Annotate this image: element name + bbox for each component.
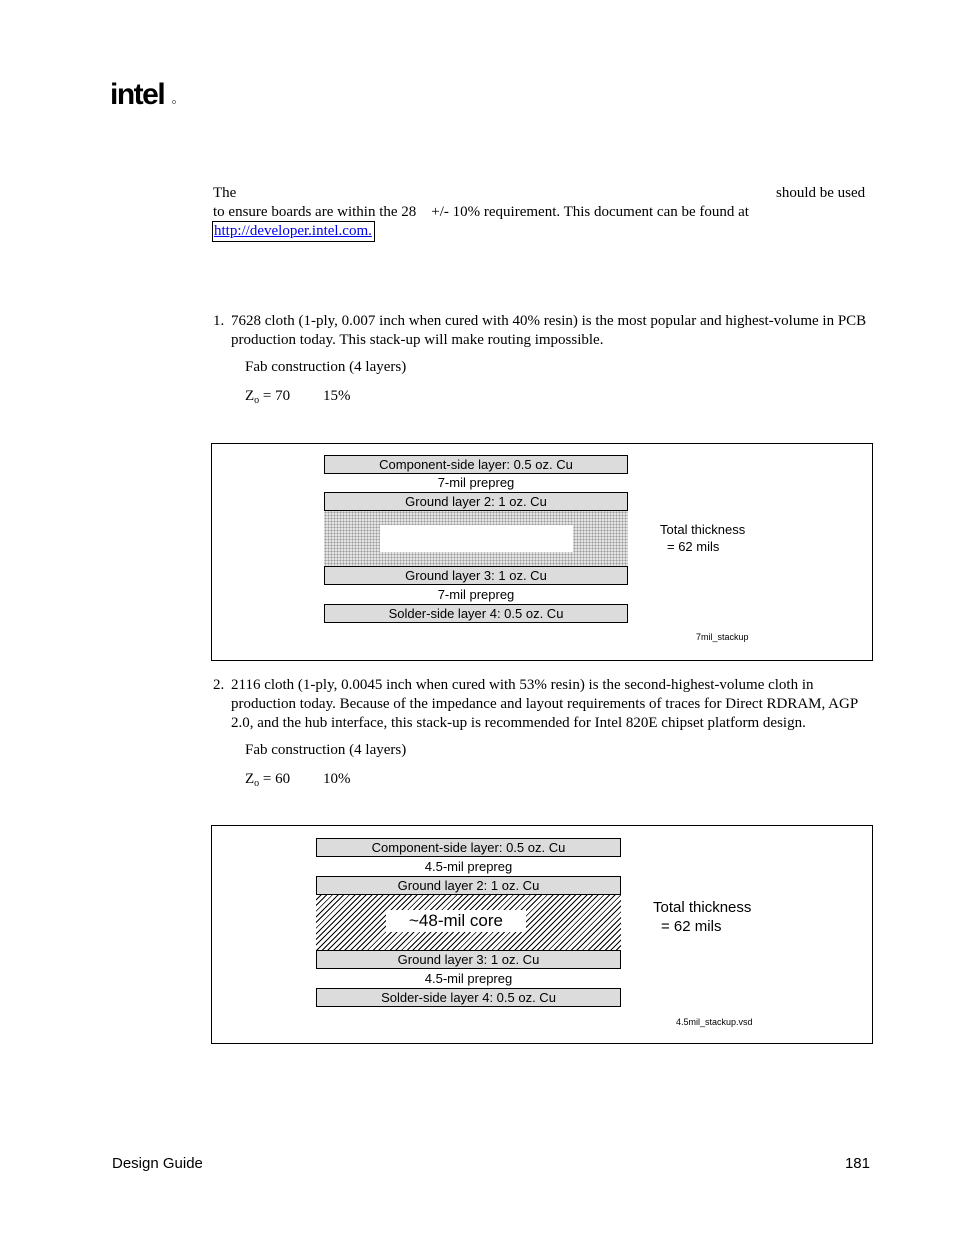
list-item-text: 7628 cloth (1-ply, 0.007 inch when cured with 40% resin) is the most popular and highest-volume in PCB production today. This stack-up will make routing impossible. [231,313,867,348]
solder-side-layer: Solder-side layer 4: 0.5 oz. Cu [316,988,621,1007]
tolerance-1: 15% [323,388,351,404]
ground-layer-3: Ground layer 3: 1 oz. Cu [316,950,621,969]
core-label [380,525,573,552]
intro-text-end: should be used [776,185,866,201]
component-side-layer: Component-side layer: 0.5 oz. Cu [316,838,621,857]
total-thickness-value: = 62 mils [667,539,720,554]
total-thickness-label: Total thickness [660,522,746,537]
ground-layer-2: Ground layer 2: 1 oz. Cu [316,876,621,895]
zo-subscript: o [254,778,260,789]
ground-layer-3: Ground layer 3: 1 oz. Cu [324,566,628,585]
prepreg-layer-top: 4.5-mil prepreg [424,859,513,874]
zo-symbol: Z [245,388,255,404]
impedance-2 [245,770,290,789]
zo-symbol: Z [245,771,255,787]
prepreg-layer-bottom: 7-mil prepreg [437,587,515,602]
page-number: 181 [844,1155,870,1172]
zo-value: = 70 [259,388,291,404]
intro-text-line2: to ensure boards are within the 28 +/- 10% requirement. This document can be found at [213,204,749,220]
figure-filename: 4.5mil_stackup.vsd [676,1017,753,1027]
intro-text-start: The [213,185,237,201]
total-thickness-label: Total thickness [653,899,752,916]
list-item-text: 2116 cloth (1-ply, 0.0045 inch when cured with 53% resin) is the second-highest-volume cloth in production today. Because of the impedance and layout requirements of traces for Direct RDRAM, AGP 2.0, and the hub interface, this stack-up is recommended for Intel 820E chipset platform design. [231,677,858,731]
prepreg-layer-bottom: 4.5-mil prepreg [424,971,513,986]
intel-logo [110,76,182,116]
fab-construction-1: Fab construction (4 layers) [245,359,407,375]
core-label: ~48-mil core [386,910,526,932]
component-side-layer: Component-side layer: 0.5 oz. Cu [324,455,628,474]
tolerance-2: 10% [323,771,351,787]
prepreg-layer-top: 7-mil prepreg [437,475,515,490]
impedance-1 [245,387,290,406]
total-thickness-value: = 62 mils [661,918,722,935]
ground-layer-2: Ground layer 2: 1 oz. Cu [324,492,628,511]
svg-text:intel: intel [110,78,165,111]
stackup-figure-7mil [211,443,873,661]
list-item-number: 1. [213,313,225,329]
figure-filename: 7mil_stackup [696,632,749,642]
solder-side-layer: Solder-side layer 4: 0.5 oz. Cu [324,604,628,623]
zo-subscript: o [254,395,260,406]
zo-value: = 60 [259,771,291,787]
stackup-figure-4.5mil [211,825,873,1044]
fab-construction-2: Fab construction (4 layers) [245,742,407,758]
footer-doc-title: Design Guide [112,1155,203,1172]
list-item-number: 2. [213,677,225,693]
developer-link[interactable]: http://developer.intel.com. [212,221,375,242]
